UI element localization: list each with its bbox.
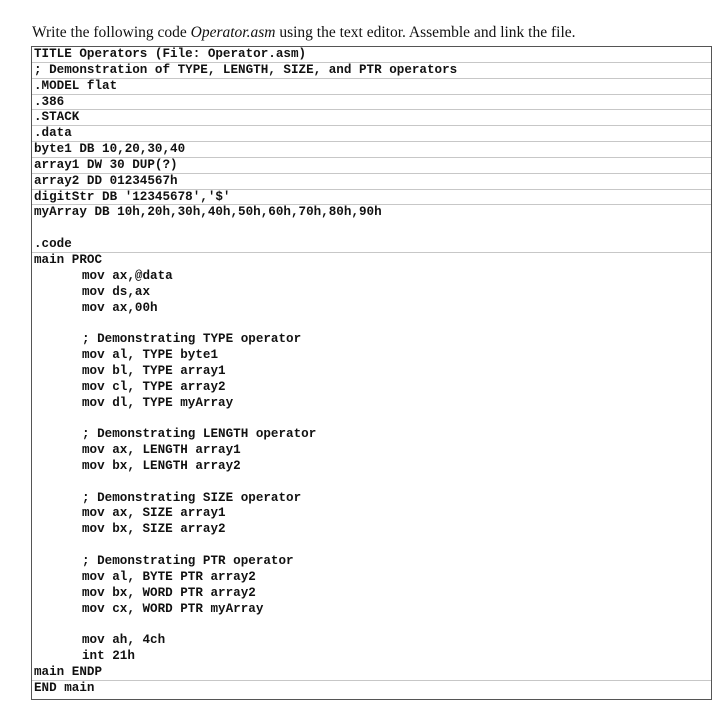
- code-line: mov ds,ax: [82, 284, 151, 299]
- instruction-text: [32, 24, 576, 42]
- code-line: .STACK: [32, 110, 711, 126]
- blank-line: [32, 617, 711, 633]
- code-line: mov ah, 4ch: [82, 633, 166, 648]
- blank-line: [32, 221, 711, 237]
- code-line: ; Demonstration of TYPE, LENGTH, SIZE, and PTR operators: [32, 63, 711, 79]
- code-line: array2 DD 01234567h: [32, 174, 711, 190]
- code-line: digitStr DB '12345678','$': [32, 190, 711, 206]
- code-line: main ENDP: [32, 665, 711, 681]
- code-line: mov ax,00h: [82, 300, 158, 315]
- instruction-filename: Operator.asm: [190, 24, 276, 41]
- code-line: TITLE Operators (File: Operator.asm): [32, 47, 711, 63]
- code-line: ; Demonstrating LENGTH operator: [82, 427, 317, 442]
- code-listing: [31, 46, 712, 700]
- blank-line: [32, 475, 711, 491]
- code-line: .code: [32, 237, 711, 253]
- instruction-suffix: using the text editor. Assemble and link the file.: [275, 24, 576, 41]
- code-line: myArray DB 10h,20h,30h,40h,50h,60h,70h,80h,90h: [34, 205, 382, 220]
- code-line: mov dl, TYPE myArray: [82, 395, 234, 410]
- code-line: array1 DW 30 DUP(?): [32, 158, 711, 174]
- code-line: mov bx, LENGTH array2: [82, 458, 241, 473]
- code-line: ; Demonstrating SIZE operator: [82, 490, 302, 505]
- blank-line: [32, 316, 711, 332]
- code-line: byte1 DB 10,20,30,40: [32, 142, 711, 158]
- blank-line: [32, 411, 711, 427]
- code-line: main PROC: [34, 252, 103, 267]
- code-line: mov ax,@data: [82, 268, 173, 283]
- code-line: mov bx, SIZE array2: [82, 522, 226, 537]
- code-line: mov bl, TYPE array1: [82, 363, 226, 378]
- code-line: mov al, BYTE PTR array2: [82, 569, 256, 584]
- code-line: ; Demonstrating TYPE operator: [82, 332, 302, 347]
- code-line: ; Demonstrating PTR operator: [82, 554, 294, 568]
- code-line: END main: [34, 680, 95, 695]
- instruction-prefix: Write the following code: [32, 24, 191, 41]
- code-line: mov al, TYPE byte1: [82, 348, 219, 363]
- code-line: mov ax, SIZE array1: [82, 506, 226, 521]
- code-line: .data: [32, 126, 711, 142]
- code-line: .386: [32, 95, 711, 111]
- code-line: int 21h: [82, 649, 135, 664]
- code-line: mov cx, WORD PTR myArray: [82, 601, 264, 616]
- code-line: mov bx, WORD PTR array2: [82, 585, 256, 600]
- code-line: mov ax, LENGTH array1: [82, 443, 241, 458]
- code-line: .MODEL flat: [32, 79, 711, 95]
- blank-line: [32, 538, 711, 554]
- code-line: mov cl, TYPE array2: [82, 379, 226, 394]
